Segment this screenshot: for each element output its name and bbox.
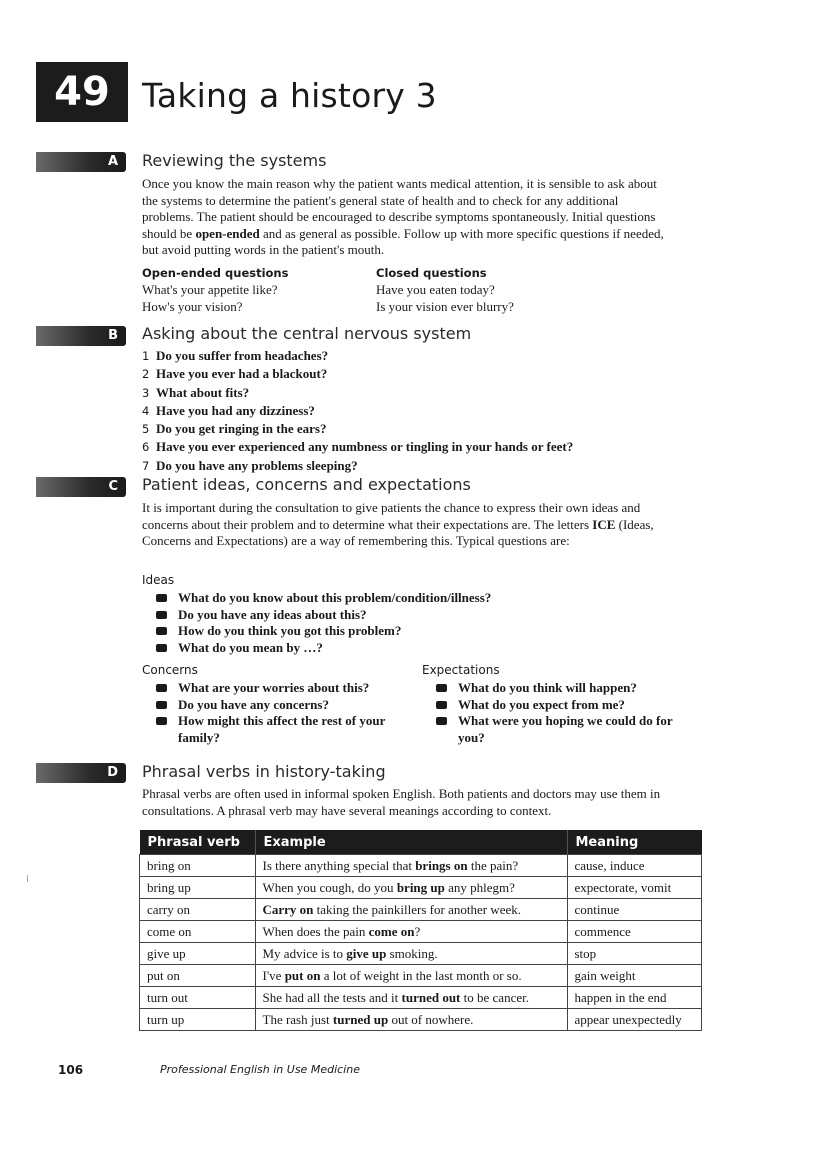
item-text: How do you think you got this problem?: [178, 623, 402, 639]
para-c-bold: ICE: [592, 516, 616, 532]
table-header-row: [140, 830, 702, 855]
example-verb: Carry on: [262, 901, 314, 917]
example-text: ?: [414, 923, 421, 939]
example-text: I've: [262, 967, 285, 983]
list-item: [154, 713, 386, 746]
example-text: the pain?: [467, 857, 519, 873]
list-item: [154, 607, 594, 624]
column-header: Phrasal verb: [140, 830, 256, 855]
example-cell: [255, 877, 567, 899]
table-row: [140, 965, 702, 987]
list-item: [142, 384, 573, 402]
bullet-icon: [156, 701, 167, 709]
item-text: Have you ever experienced any numbness or tingling in your hands or feet?: [156, 439, 574, 455]
section-c-paragraph: [142, 500, 672, 550]
meaning-cell: gain weight: [567, 965, 702, 987]
bullet-icon: [156, 644, 167, 652]
meaning-cell: happen in the end: [567, 987, 702, 1009]
section-a-badge: A: [36, 152, 126, 172]
item-text: What about fits?: [156, 384, 250, 400]
verb-cell: give up: [140, 943, 256, 965]
table-row: [140, 1009, 702, 1031]
example-text: Is there anything special that: [262, 857, 416, 873]
bullet-icon: [156, 594, 167, 602]
list-item: [142, 420, 573, 438]
open-questions-heading: Open-ended questions: [142, 266, 289, 280]
verb-cell: bring on: [140, 855, 256, 877]
expectations-heading: Expectations: [422, 663, 500, 677]
item-text: Do you have any ideas about this?: [178, 606, 367, 622]
meaning-cell: cause, induce: [567, 855, 702, 877]
meaning-cell: continue: [567, 899, 702, 921]
example-cell: [255, 855, 567, 877]
column-header: Example: [255, 830, 567, 855]
item-text: What do you expect from me?: [458, 696, 625, 712]
example-text: My advice is to: [262, 945, 347, 961]
ideas-list: [154, 590, 594, 656]
item-number: 5: [142, 422, 150, 437]
example-cell: [255, 943, 567, 965]
concerns-list: [154, 680, 386, 746]
item-text: Have you ever had a blackout?: [156, 366, 328, 382]
verb-cell: put on: [140, 965, 256, 987]
example-cell: [255, 921, 567, 943]
section-d-title: Phrasal verbs in history-taking: [142, 762, 386, 781]
item-text: What do you think will happen?: [458, 680, 637, 695]
unit-number: 49: [36, 62, 128, 122]
bullet-icon: [156, 627, 167, 635]
list-item: [154, 697, 386, 714]
verb-cell: turn up: [140, 1009, 256, 1031]
section-c-title: Patient ideas, concerns and expectations: [142, 475, 471, 494]
list-item: [142, 457, 573, 475]
closed-question: Is your vision ever blurry?: [376, 299, 514, 314]
list-item: [154, 590, 594, 607]
list-item: [142, 365, 573, 383]
example-verb: come on: [368, 923, 415, 939]
margin-mark: [27, 875, 28, 882]
item-text: What do you mean by …?: [178, 639, 323, 655]
para-a-bold: open-ended: [195, 225, 260, 241]
example-text: to be cancer.: [460, 989, 529, 1005]
verb-cell: turn out: [140, 987, 256, 1009]
item-number: 2: [142, 367, 150, 382]
bullet-icon: [436, 701, 447, 709]
concerns-heading: Concerns: [142, 663, 198, 677]
bullet-icon: [436, 717, 447, 725]
expectations-list: [434, 680, 684, 746]
section-a-paragraph: [142, 176, 672, 259]
table-row: [140, 899, 702, 921]
list-item: [142, 347, 573, 365]
section-d-paragraph: Phrasal verbs are often used in informal spoken English. Both patients and doctors may use them in consultations. A phrasal verb may have several meanings according to context.: [142, 786, 661, 818]
para-a-text-1: Once you know the main reason why the patient wants medical attention, it is sensible to ask about the systems to determine the patient's general state of health and to check for any additional problems. The patient should be encouraged to describe symptoms spontaneously. Initial questions should be: [142, 176, 657, 241]
list-item: [142, 438, 573, 456]
table-row: [140, 855, 702, 877]
item-number: 7: [142, 458, 150, 473]
example-verb: give up: [346, 945, 387, 961]
column-header: Meaning: [567, 830, 702, 855]
ideas-heading: Ideas: [142, 573, 175, 587]
item-text: What do you know about this problem/condition/illness?: [178, 590, 492, 605]
list-item: [434, 697, 684, 714]
verb-cell: carry on: [140, 899, 256, 921]
list-item: [142, 402, 573, 420]
phrasal-verbs-table: [139, 830, 702, 1031]
example-verb: put on: [284, 967, 321, 983]
section-d-badge: D: [36, 763, 126, 783]
example-cell: [255, 1009, 567, 1031]
meaning-cell: appear unexpectedly: [567, 1009, 702, 1031]
para-c-text-1: It is important during the consultation to give patients the chance to express their own ideas and concerns about their problem and to determine what their expectations are. The letters: [142, 500, 641, 532]
section-b-badge: B: [36, 326, 126, 346]
item-number: 4: [142, 403, 150, 418]
example-text: any phlegm?: [444, 879, 515, 895]
list-item: [434, 713, 684, 746]
meaning-cell: commence: [567, 921, 702, 943]
section-a-title: Reviewing the systems: [142, 151, 327, 170]
example-verb: turned out: [401, 989, 461, 1005]
example-cell: [255, 987, 567, 1009]
cns-question-list: [142, 347, 573, 475]
item-number: 1: [142, 349, 150, 363]
example-cell: [255, 965, 567, 987]
book-title: Professional English in Use Medicine: [160, 1063, 360, 1076]
para-a-text-2: and as general as possible. Follow up with more specific questions if needed, but avoid putting words in the patient's mouth.: [142, 225, 664, 258]
item-text: Do you get ringing in the ears?: [156, 421, 327, 437]
bullet-icon: [156, 684, 167, 692]
list-item: [434, 680, 684, 697]
table-row: [140, 943, 702, 965]
table-row: [140, 921, 702, 943]
item-text: Do you have any concerns?: [178, 696, 329, 712]
meaning-cell: expectorate, vomit: [567, 877, 702, 899]
item-text: Do you suffer from headaches?: [156, 348, 329, 363]
example-text: When you cough, do you: [262, 879, 397, 895]
example-verb: bring up: [396, 879, 445, 895]
section-b-title: Asking about the central nervous system: [142, 324, 472, 343]
closed-questions-heading: Closed questions: [376, 266, 487, 280]
example-text: taking the painkillers for another week.: [313, 901, 521, 917]
list-item: [154, 680, 386, 697]
open-question: How's your vision?: [142, 299, 243, 314]
example-text: smoking.: [386, 945, 438, 961]
bullet-icon: [436, 684, 447, 692]
open-question: What's your appetite like?: [142, 282, 278, 297]
closed-question: Have you eaten today?: [376, 282, 495, 297]
table-row: [140, 877, 702, 899]
item-text: Do you have any problems sleeping?: [156, 457, 358, 473]
bullet-icon: [156, 717, 167, 725]
item-number: 3: [142, 385, 150, 400]
example-text: a lot of weight in the last month or so.: [320, 967, 522, 983]
example-text: The rash just: [262, 1011, 333, 1027]
item-text: What were you hoping we could do for you?: [458, 713, 673, 745]
table-row: [140, 987, 702, 1009]
verb-cell: bring up: [140, 877, 256, 899]
example-verb: brings on: [415, 857, 468, 873]
item-text: Have you had any dizziness?: [156, 402, 315, 418]
verb-cell: come on: [140, 921, 256, 943]
example-text: out of nowhere.: [388, 1011, 474, 1027]
page-number: 106: [58, 1063, 84, 1077]
example-text: When does the pain: [262, 923, 369, 939]
bullet-icon: [156, 611, 167, 619]
section-c-badge: C: [36, 477, 126, 497]
item-text: What are your worries about this?: [178, 680, 370, 695]
example-cell: [255, 899, 567, 921]
list-item: [154, 640, 594, 657]
example-text: She had all the tests and it: [262, 989, 402, 1005]
page-title: Taking a history 3: [142, 76, 437, 115]
meaning-cell: stop: [567, 943, 702, 965]
para-c-text-2: (Ideas, Concerns and Expectations) are a way of remembering this. Typical questions are:: [142, 516, 654, 549]
item-number: 6: [142, 440, 150, 455]
example-verb: turned up: [332, 1011, 389, 1027]
item-text: How might this affect the rest of your family?: [178, 713, 386, 745]
list-item: [154, 623, 594, 640]
